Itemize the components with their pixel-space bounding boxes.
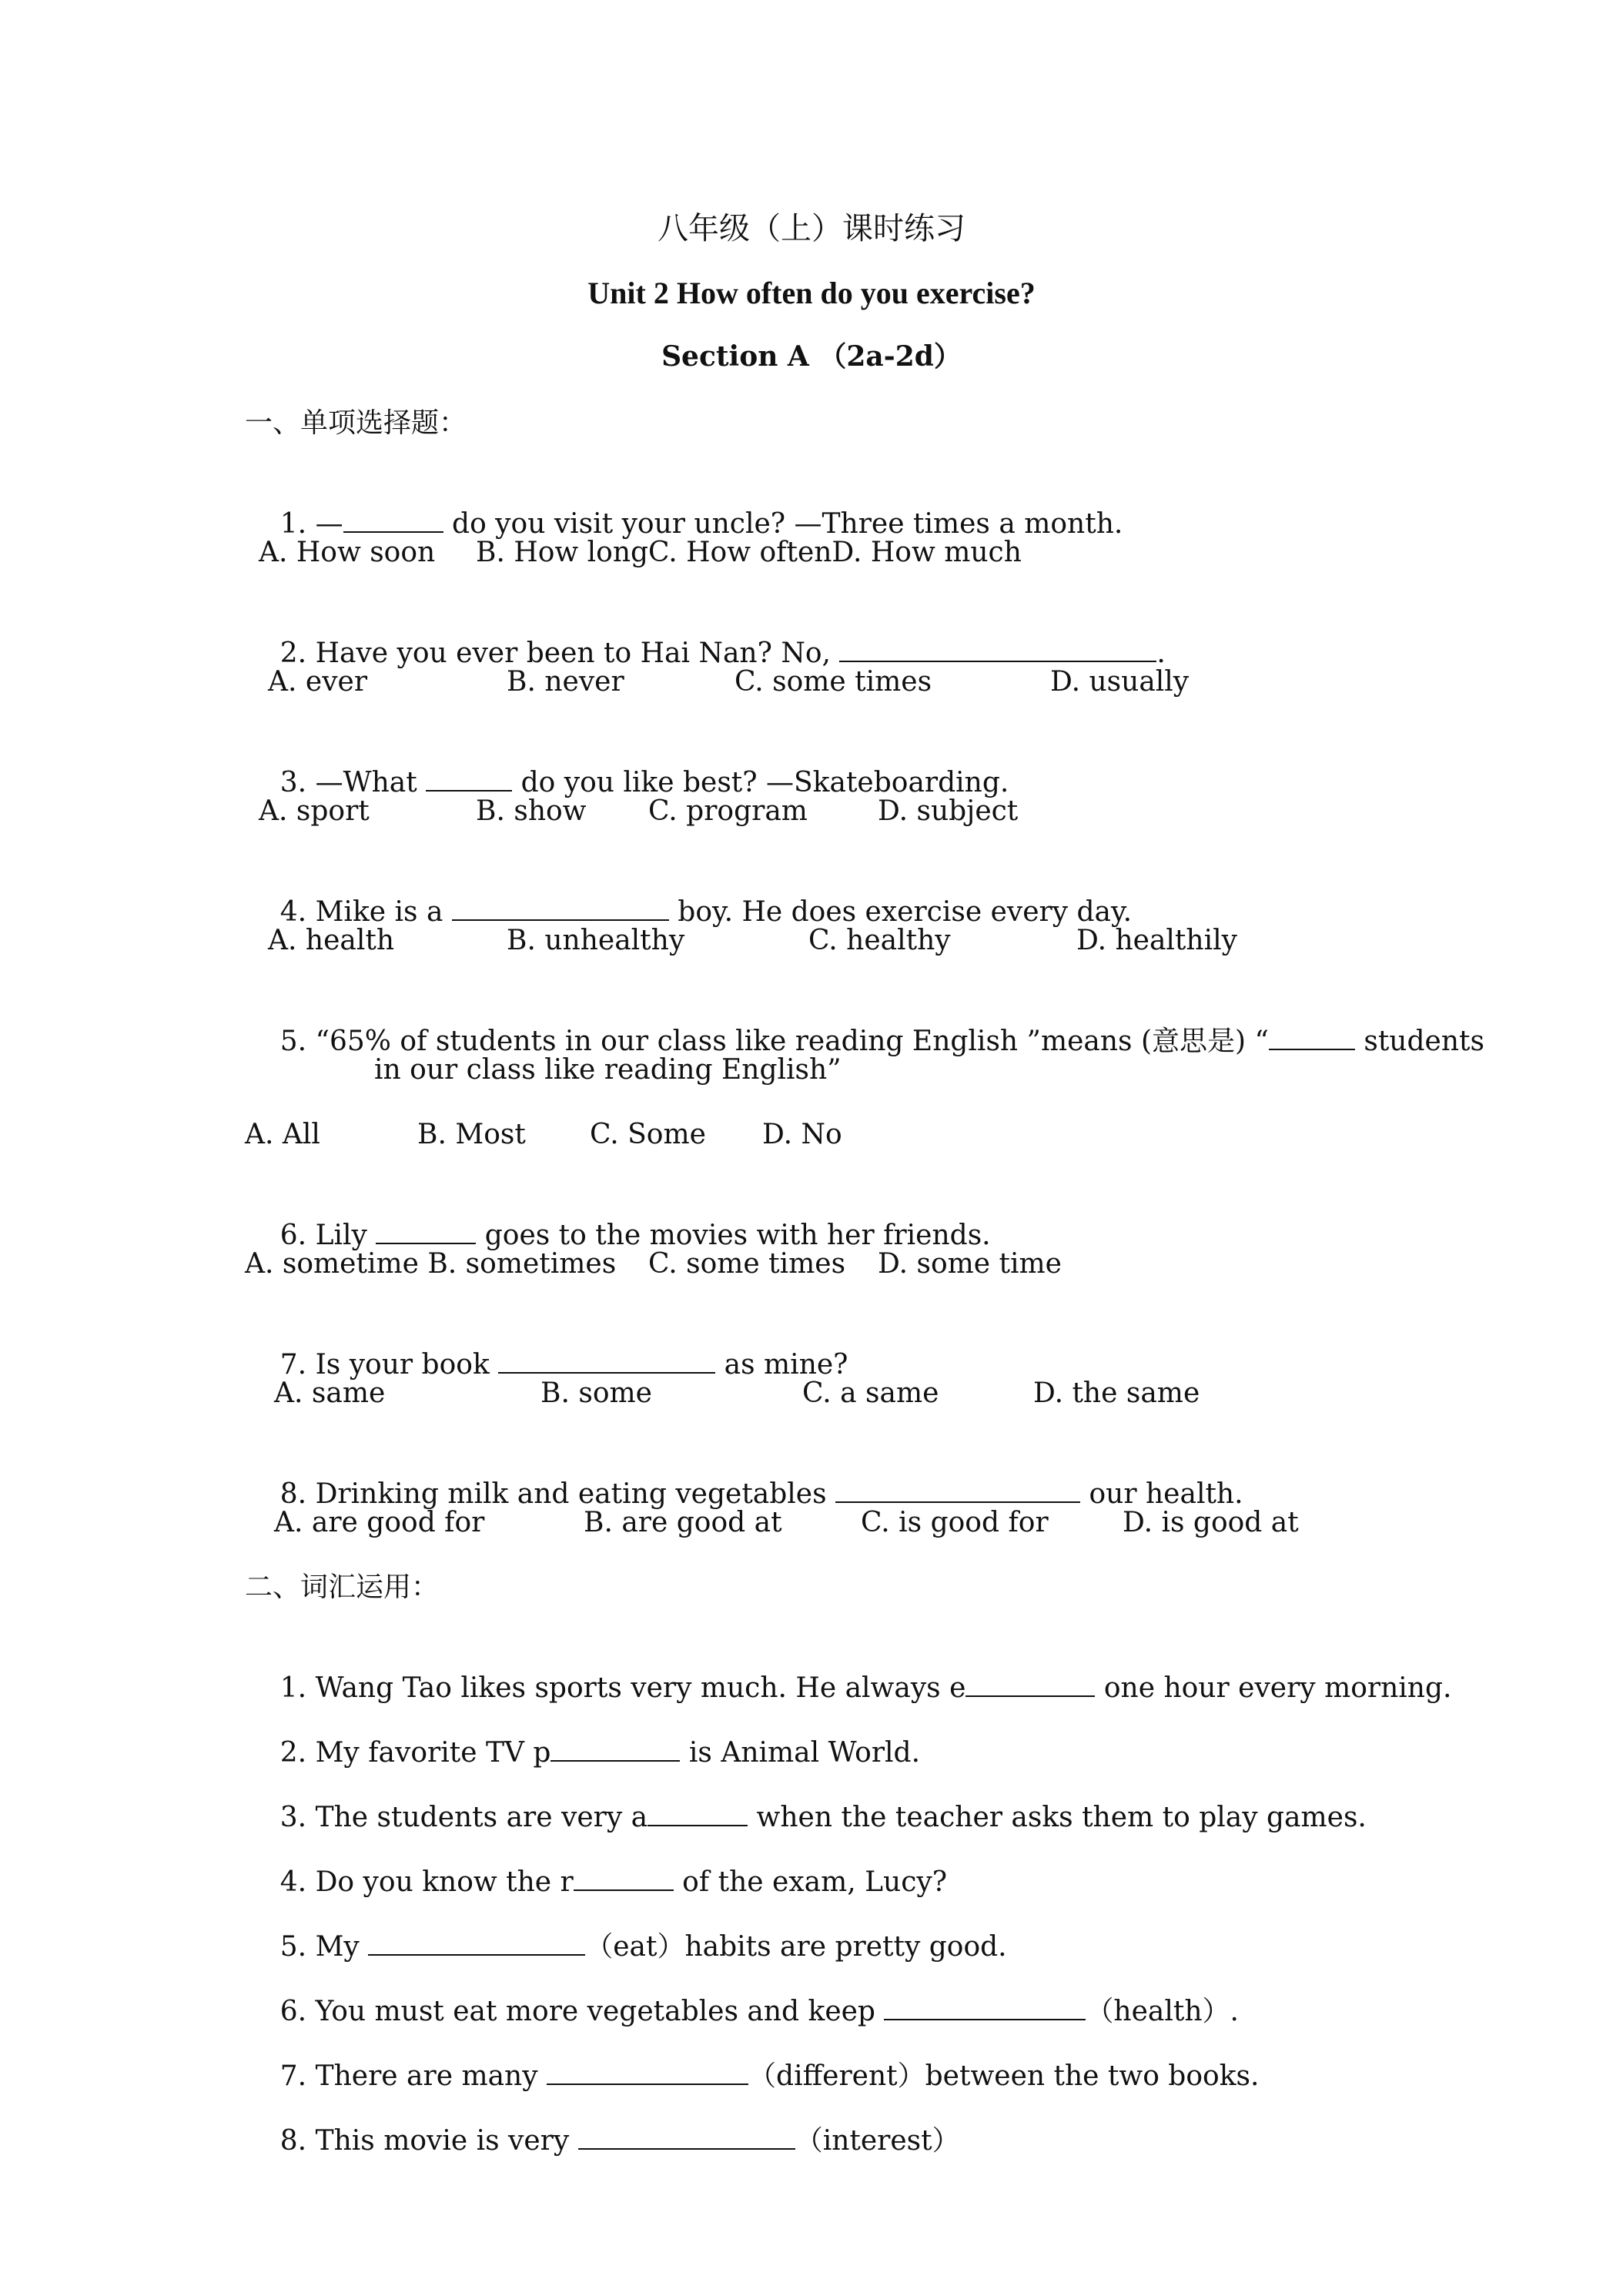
choice-question-3 bbox=[245, 730, 1009, 798]
vocab-3-post: when the teacher asks them to play games. bbox=[748, 1802, 1367, 1833]
vocab-5-pre: 5. My bbox=[279, 1931, 369, 1963]
answer-blank bbox=[578, 2122, 795, 2150]
option-d: D. the same bbox=[1033, 1377, 1200, 1409]
choice-question-6 bbox=[245, 1183, 991, 1251]
vocab-8-pre: 8. This movie is very bbox=[279, 2125, 578, 2157]
option-b: B. some bbox=[540, 1377, 652, 1409]
answer-blank bbox=[648, 1799, 748, 1826]
question-5-stem-pre: 5. “65% of students in our class like reading English ”means (意思是) “ bbox=[279, 1026, 1269, 1057]
option-a: A. same bbox=[274, 1377, 386, 1409]
choice-question-8 bbox=[245, 1441, 1243, 1510]
question-7-stem-post: as mine? bbox=[715, 1349, 848, 1381]
vocab-question-1 bbox=[245, 1635, 1452, 1704]
choice-options-2 bbox=[245, 665, 1190, 699]
vocab-1-post: one hour every morning. bbox=[1095, 1672, 1452, 1704]
part2-heading: 二、词汇运用： bbox=[245, 1571, 440, 1603]
vocab-question-8 bbox=[245, 2088, 960, 2157]
option-c: C. some times bbox=[648, 1248, 846, 1280]
option-c: C. some times bbox=[735, 666, 932, 698]
option-a-b: A. sometime B. sometimes bbox=[245, 1248, 617, 1280]
vocab-question-2 bbox=[245, 1700, 921, 1769]
question-8-stem-pre: 8. Drinking milk and eating vegetables bbox=[279, 1478, 836, 1510]
part1-heading: 一、单项选择题： bbox=[245, 407, 467, 439]
option-d: D. some time bbox=[878, 1248, 1062, 1280]
answer-blank bbox=[376, 1217, 476, 1244]
option-b: B. unhealthy bbox=[507, 925, 685, 956]
option-a: A. All bbox=[245, 1119, 320, 1150]
option-d: D. healthily bbox=[1076, 925, 1237, 956]
option-a: A. are good for bbox=[274, 1507, 485, 1538]
choice-options-8 bbox=[245, 1506, 1299, 1540]
option-c: C. Some bbox=[590, 1119, 706, 1150]
vocab-6-pre: 6. You must eat more vegetables and keep bbox=[279, 1996, 885, 2027]
option-a: A. How soon bbox=[259, 537, 436, 568]
option-c: C. healthy bbox=[808, 925, 951, 956]
choice-options-6 bbox=[245, 1247, 1062, 1281]
question-1-stem-pre: 1. — bbox=[279, 508, 343, 540]
vocab-4-pre: 4. Do you know the r bbox=[279, 1866, 574, 1898]
answer-blank bbox=[1269, 1022, 1355, 1050]
choice-question-7 bbox=[245, 1312, 848, 1381]
option-d: D. No bbox=[762, 1119, 842, 1150]
option-b: B. How long bbox=[476, 537, 649, 568]
choice-options-7 bbox=[245, 1377, 1200, 1411]
option-d: D. subject bbox=[878, 795, 1019, 827]
answer-blank bbox=[884, 1993, 1086, 2020]
option-d: D. usually bbox=[1050, 666, 1190, 698]
question-1-stem-post: do you visit your uncle? —Three times a month. bbox=[443, 508, 1123, 540]
vocab-4-post: of the exam, Lucy? bbox=[673, 1866, 948, 1898]
option-c: C. is good for bbox=[861, 1507, 1049, 1538]
choice-question-2 bbox=[245, 601, 1166, 669]
answer-blank bbox=[550, 1734, 680, 1762]
option-d: D. is good at bbox=[1123, 1507, 1299, 1538]
question-3-stem-post: do you like best? —Skateboarding. bbox=[512, 767, 1009, 798]
question-7-stem-pre: 7. Is your book bbox=[279, 1349, 499, 1381]
vocab-question-3 bbox=[245, 1765, 1367, 1833]
answer-blank bbox=[426, 764, 512, 792]
vocab-5-post: （eat）habits are pretty good. bbox=[585, 1931, 1007, 1963]
option-c-d: C. How oftenD. How much bbox=[648, 537, 1022, 568]
question-6-stem-pre: 6. Lily bbox=[279, 1220, 376, 1251]
option-b: B. are good at bbox=[584, 1507, 782, 1538]
choice-options-1 bbox=[245, 536, 1022, 570]
option-b: B. never bbox=[507, 666, 624, 698]
vocab-7-pre: 7. There are many bbox=[279, 2060, 547, 2092]
option-a: A. health bbox=[268, 925, 395, 956]
question-2-stem-pre: 2. Have you ever been to Hai Nan? No, bbox=[279, 638, 840, 669]
vocab-question-4 bbox=[245, 1829, 948, 1898]
vocab-question-7 bbox=[245, 2023, 1260, 2092]
answer-blank bbox=[835, 1475, 1080, 1503]
choice-question-4 bbox=[245, 859, 1133, 928]
answer-blank bbox=[547, 2057, 748, 2085]
option-b: B. Most bbox=[417, 1119, 526, 1150]
question-5-continuation: in our class like reading English” bbox=[374, 1054, 842, 1086]
vocab-question-5 bbox=[245, 1894, 1007, 1963]
question-8-stem-post: our health. bbox=[1080, 1478, 1243, 1510]
question-2-stem-post: . bbox=[1156, 638, 1166, 669]
unit-title: Unit 2 How often do you exercise? bbox=[587, 276, 1036, 310]
answer-blank bbox=[452, 893, 669, 921]
vocab-2-post: is Animal World. bbox=[680, 1737, 921, 1769]
choice-options-5 bbox=[245, 1118, 842, 1152]
question-6-stem-post: goes to the movies with her friends. bbox=[476, 1220, 991, 1251]
vocab-6-post: （health）. bbox=[1086, 1996, 1239, 2027]
answer-blank bbox=[343, 505, 443, 533]
answer-blank bbox=[574, 1863, 674, 1891]
question-4-stem-post: boy. He does exercise every day. bbox=[668, 896, 1133, 928]
choice-question-5 bbox=[245, 989, 1484, 1057]
vocab-question-6 bbox=[245, 1959, 1239, 2027]
question-4-stem-pre: 4. Mike is a bbox=[279, 896, 452, 928]
vocab-7-post: （different）between the two books. bbox=[748, 2060, 1260, 2092]
vocab-3-pre: 3. The students are very a bbox=[279, 1802, 648, 1833]
option-c: C. a same bbox=[802, 1377, 939, 1409]
answer-blank bbox=[965, 1669, 1095, 1697]
section-title: Section A （2a-2d） bbox=[661, 340, 962, 373]
option-a: A. sport bbox=[259, 795, 370, 827]
worksheet-title: 八年级（上）课时练习 bbox=[658, 211, 965, 246]
answer-blank bbox=[839, 634, 1156, 662]
question-3-stem-pre: 3. —What bbox=[279, 767, 427, 798]
vocab-8-post: （interest） bbox=[795, 2125, 960, 2157]
choice-question-1 bbox=[245, 471, 1123, 540]
option-c: C. program bbox=[648, 795, 808, 827]
vocab-1-pre: 1. Wang Tao likes sports very much. He always e bbox=[279, 1672, 966, 1704]
option-b: B. show bbox=[476, 795, 587, 827]
choice-options-3 bbox=[245, 795, 1019, 828]
option-a: A. ever bbox=[268, 666, 368, 698]
question-5-stem-post: students bbox=[1354, 1026, 1484, 1057]
answer-blank bbox=[368, 1928, 585, 1956]
vocab-2-pre: 2. My favorite TV p bbox=[279, 1737, 551, 1769]
answer-blank bbox=[498, 1346, 715, 1374]
choice-options-4 bbox=[245, 924, 1237, 958]
